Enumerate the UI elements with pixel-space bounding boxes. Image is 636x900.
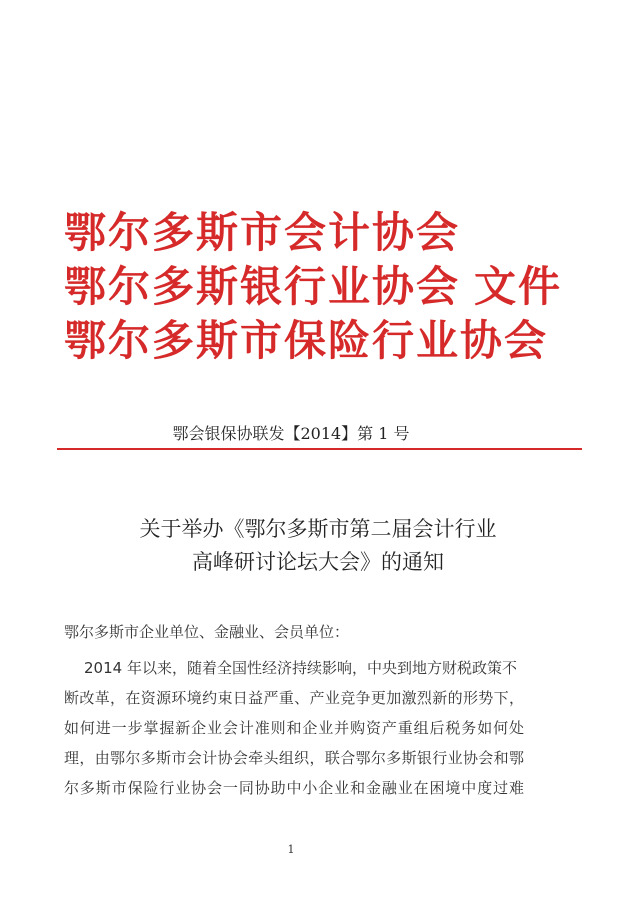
notice-title <box>0 513 636 579</box>
letterhead-org-insurance <box>64 318 548 364</box>
letterhead-org-banking <box>64 264 562 310</box>
body-text-line: 断改革，在资源环境约束日益严重、产业竞争更加激烈新的形势下， <box>64 689 524 707</box>
org-name-accounting: 鄂尔多斯市会计协会 <box>64 208 461 257</box>
notice-title-line-1: 关于举办《鄂尔多斯市第二届会计行业 <box>139 517 497 541</box>
salutation: 鄂尔多斯市企业单位、金融业、会员单位： <box>64 623 350 641</box>
page-number: 1 <box>287 843 295 856</box>
body-text-line: 如何进一步掌握新企业会计准则和企业并购资产重组后税务如何处 <box>64 719 524 737</box>
letterhead-doc-suffix: 文件 <box>474 262 563 311</box>
letterhead-org-accounting <box>64 210 460 256</box>
document-number: 鄂会银保协联发【2014】第 1 号 <box>172 424 410 443</box>
body-text-line: 理，由鄂尔多斯市会计协会牵头组织，联合鄂尔多斯银行业协会和鄂 <box>64 749 524 767</box>
notice-title-line-2: 高峰研讨论坛大会》的通知 <box>192 550 444 574</box>
org-name-banking: 鄂尔多斯银行业协会 <box>64 262 461 311</box>
letterhead-divider <box>57 448 582 450</box>
body-text-line: 尔多斯市保险行业协会一同协助中小企业和金融业在困境中度过难 <box>64 779 524 797</box>
body-text-line: 2014 年以来，随着全国性经济持续影响，中央到地方财税政策不 <box>84 659 517 677</box>
org-name-insurance: 鄂尔多斯市保险行业协会 <box>64 316 549 365</box>
